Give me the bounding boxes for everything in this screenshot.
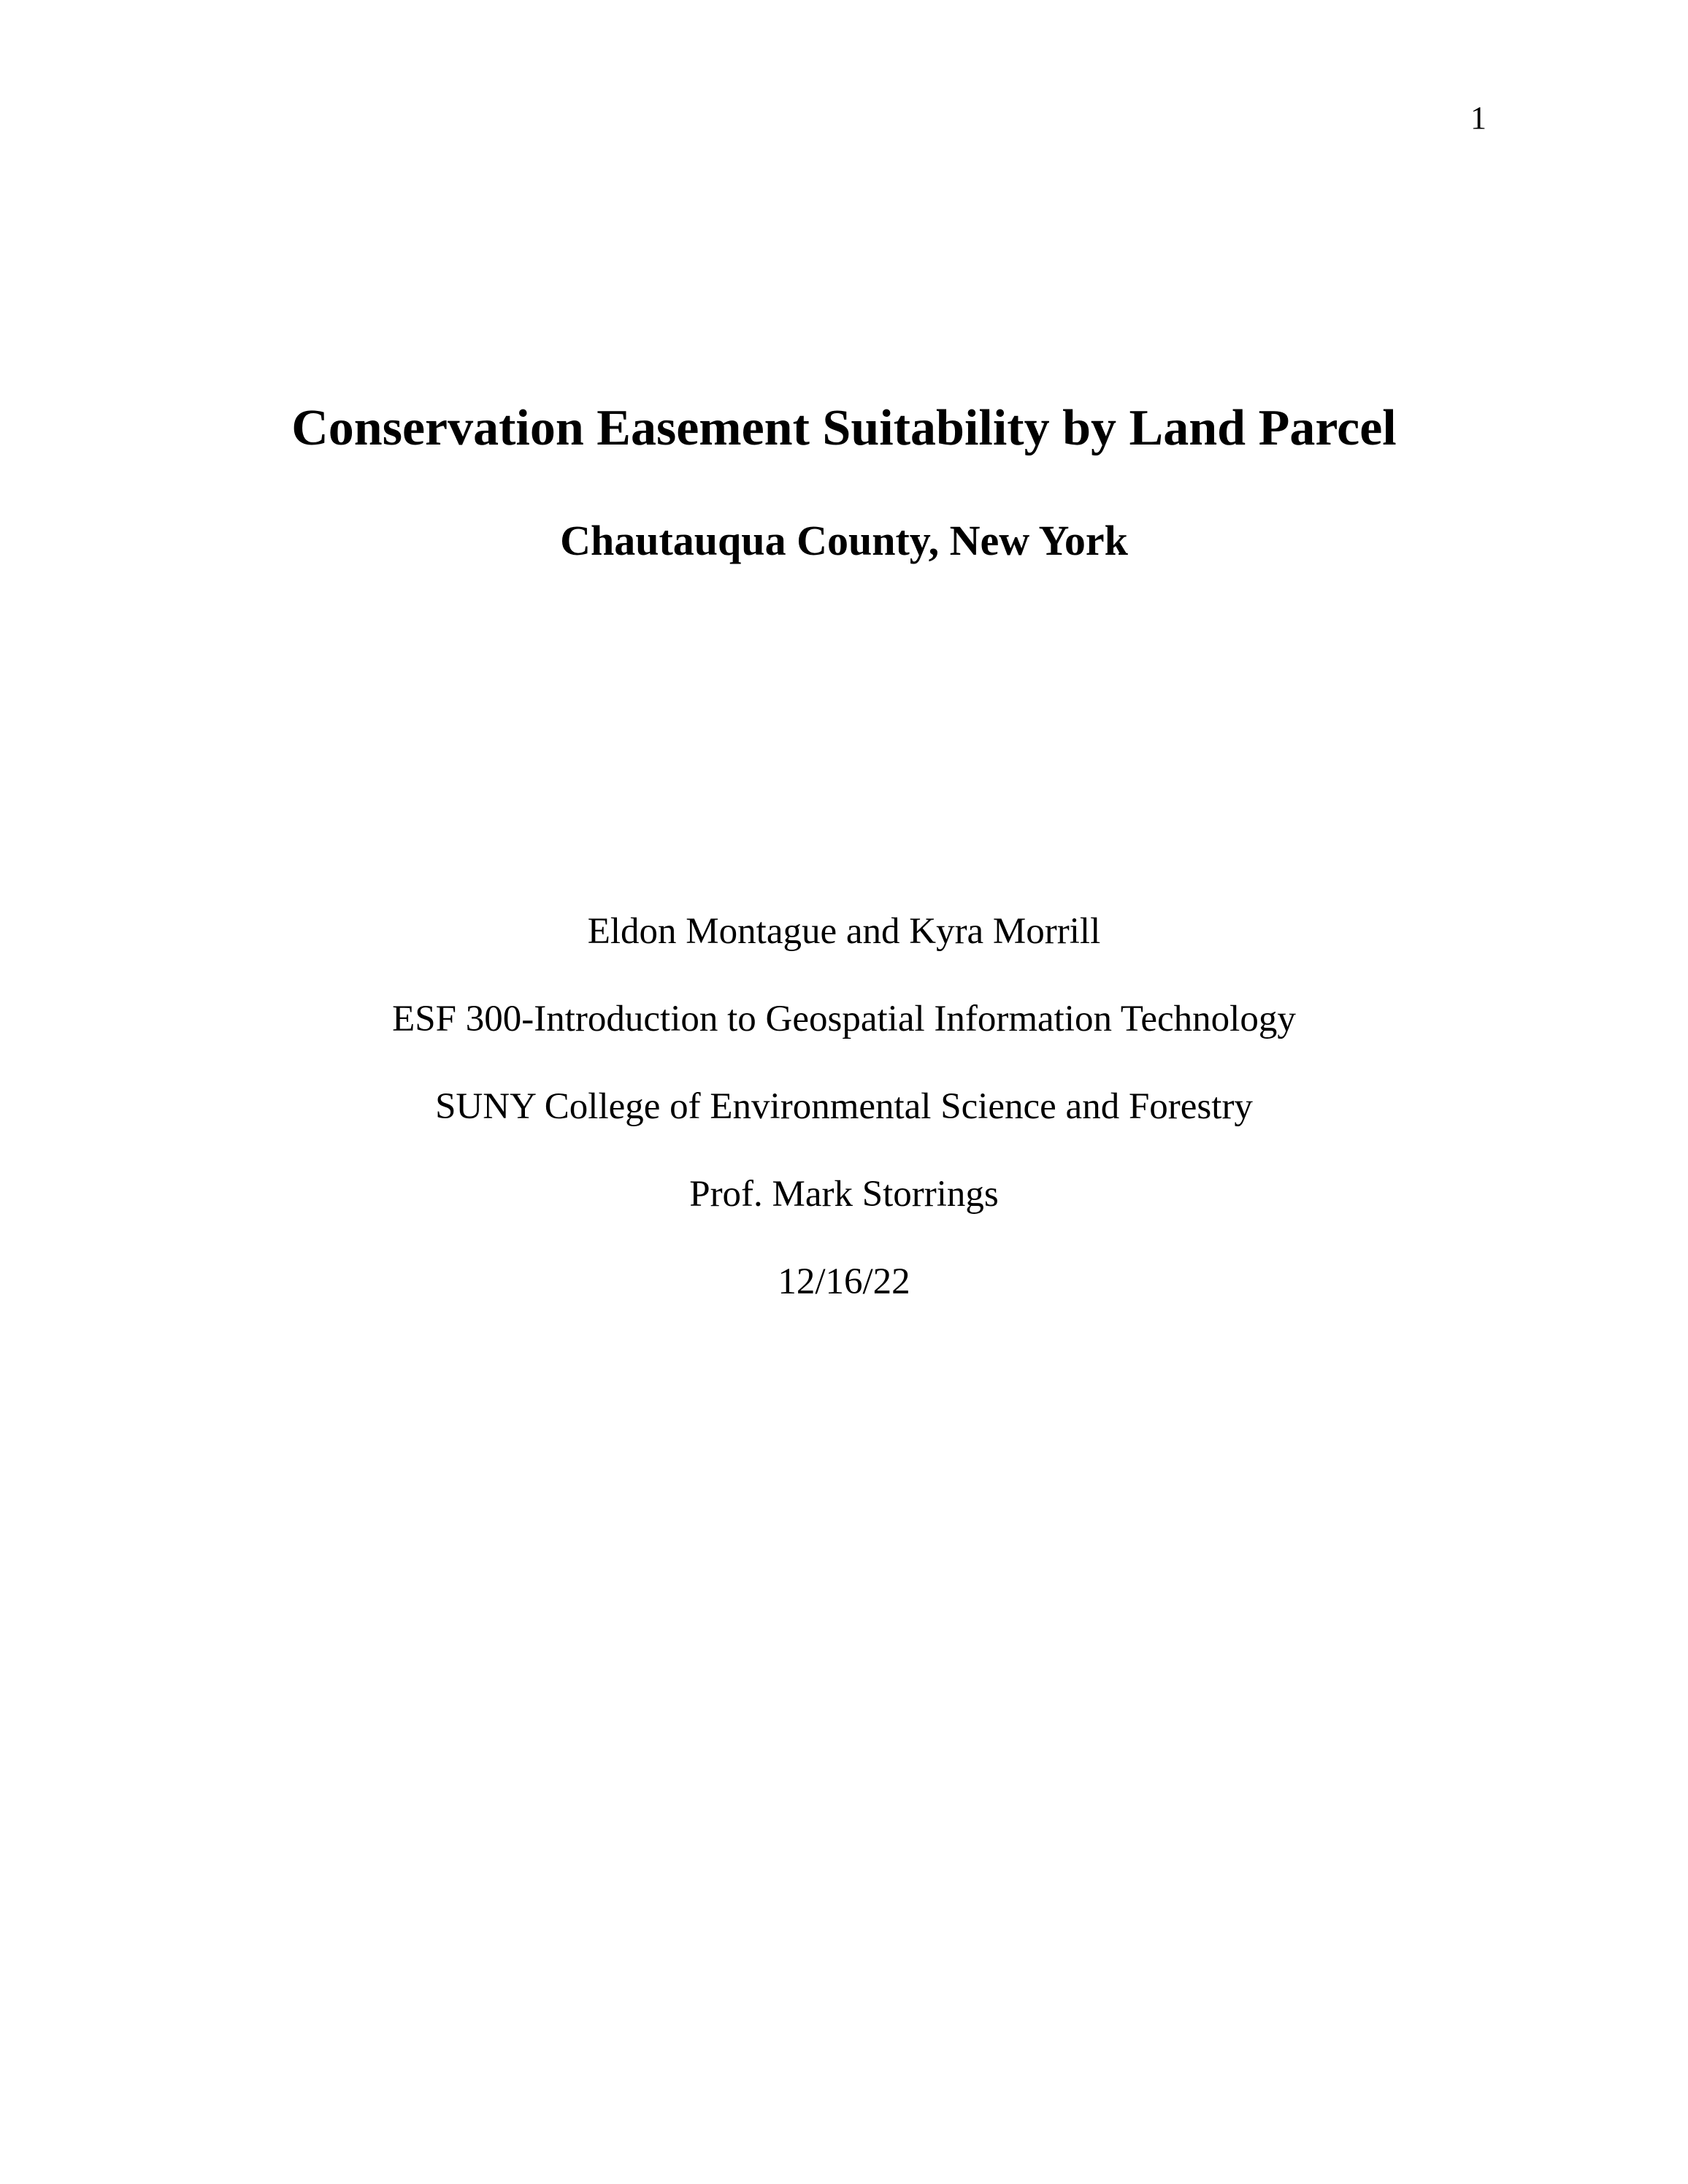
author-block bbox=[0, 888, 1688, 1326]
instructor-line: Prof. Mark Storrings bbox=[689, 1174, 999, 1215]
authors-line: Eldon Montague and Kyra Morrill bbox=[587, 911, 1101, 952]
course-line: ESF 300-Introduction to Geospatial Information Technology bbox=[392, 999, 1296, 1039]
page-number: 1 bbox=[1470, 100, 1486, 136]
document-subtitle: Chautauqua County, New York bbox=[560, 517, 1128, 564]
institution-line: SUNY College of Environmental Science and Forestry bbox=[435, 1086, 1253, 1127]
document-title: Conservation Easement Suitability by Land Parcel bbox=[291, 400, 1397, 456]
title-block bbox=[0, 400, 1688, 564]
date-line: 12/16/22 bbox=[778, 1261, 910, 1302]
